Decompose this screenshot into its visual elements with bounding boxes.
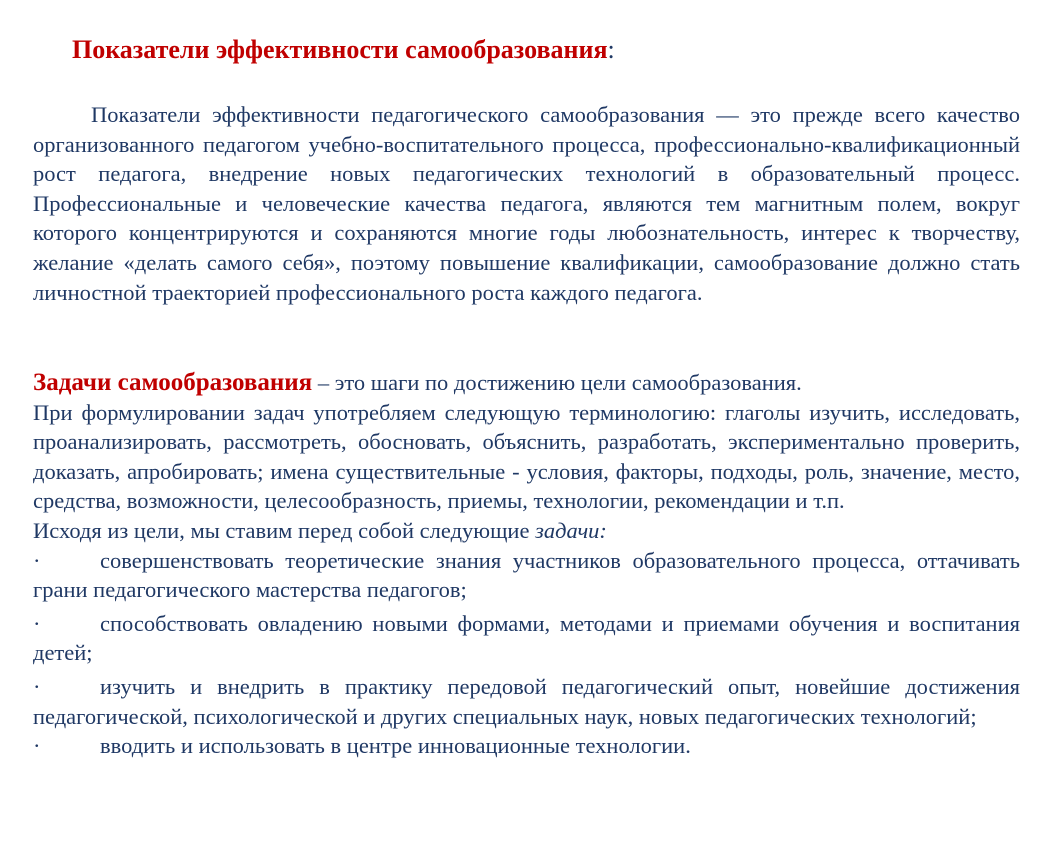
list-item-text: способствовать овладению новыми формами, методами и приемами обучения и воспитания детей; bbox=[33, 610, 1020, 666]
intro-paragraph: Показатели эффективности педагогического самообразования — это прежде всего качество организованного педагогом учебно-воспитательного процесса, профессионально-квалификационный рост педагога, внедрение новых педагогических технологий в образовательный процесс. Профессиональные и человеческие качества педагога, являются тем магнитным полем, вокруг которого концентрируются и сохраняются многие годы любознательность, интерес к творчеству, желание «делать самого себя», поэтому повышение квалификации, самообразование должно стать личностной траекторией профессионального роста каждого педагога. bbox=[33, 102, 1020, 305]
list-item bbox=[33, 731, 1020, 761]
bullet-icon: · bbox=[33, 610, 41, 636]
page-title bbox=[72, 34, 615, 66]
tasks-heading-line bbox=[33, 368, 1020, 398]
list-item-text: изучить и внедрить в практику передовой педагогический опыт, новейшие достижения педагогической, психологической и других специальных наук, новых педагогических технологий; bbox=[33, 673, 1020, 729]
tasks-heading-tail: – это шаги по достижению цели самообразования. bbox=[312, 370, 802, 395]
terminology-paragraph: При формулировании задач употребляем следующую терминологию: глаголы изучить, исследовать, проанализировать, рассмотреть, обосновать, объяснить, разработать, экспериментально проверить, доказать, апробировать; имена существительные - условия, факторы, подходы, роль, значение, место, средства, возможности, целесообразность, приемы, технологии, рекомендации и т.п. bbox=[33, 399, 1020, 514]
list-item bbox=[33, 546, 1020, 605]
bullet-icon: · bbox=[33, 733, 41, 759]
goal-intro-italic: задачи: bbox=[535, 517, 607, 543]
goal-intro-line bbox=[33, 516, 1020, 546]
page-title-colon: : bbox=[607, 35, 615, 64]
list-item bbox=[33, 668, 1020, 731]
tasks-section bbox=[33, 368, 1020, 761]
bullet-icon: · bbox=[33, 673, 41, 699]
list-item-text: совершенствовать теоретические знания участников образовательного процесса, оттачивать грани педагогического мастерства педагогов; bbox=[33, 547, 1020, 603]
list-item bbox=[33, 605, 1020, 668]
goal-intro-text: Исходя из цели, мы ставим перед собой следующие bbox=[33, 517, 536, 543]
list-item-text: вводить и использовать в центре инновационные технологии. bbox=[100, 733, 691, 759]
bullet-icon: · bbox=[33, 547, 41, 573]
tasks-heading: Задачи самообразования bbox=[33, 369, 313, 396]
page-title-text: Показатели эффективности самообразования bbox=[72, 35, 608, 64]
